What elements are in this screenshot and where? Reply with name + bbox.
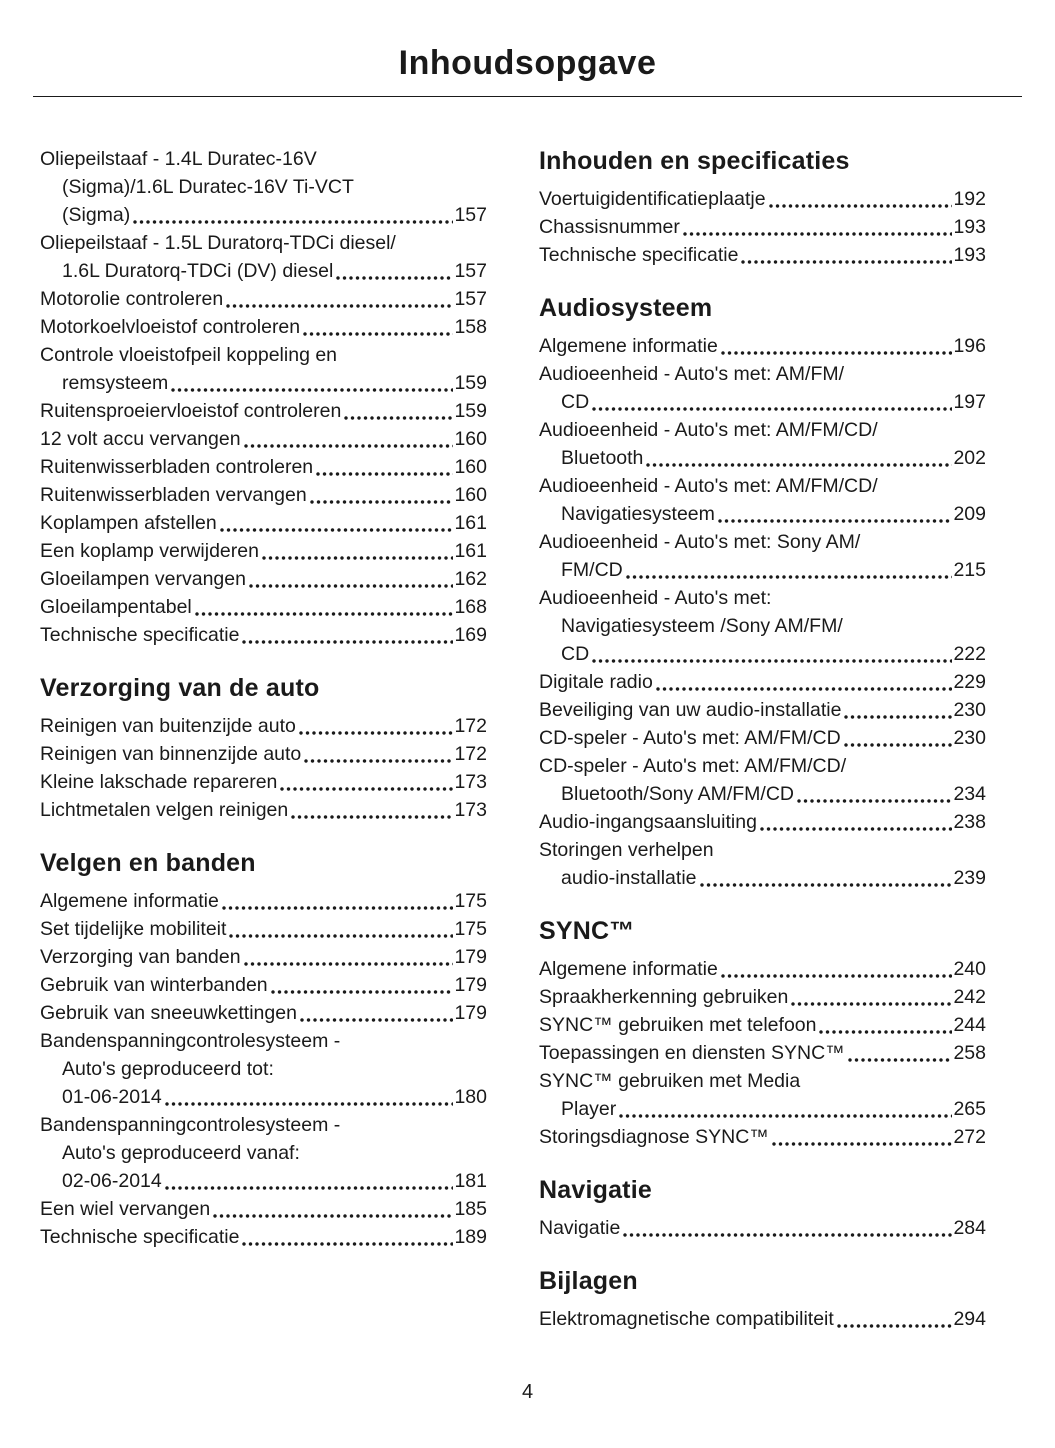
entry-line <box>40 257 487 285</box>
dot-leader <box>241 639 453 645</box>
toc-columns <box>0 145 1055 1333</box>
entry-page-number: 209 <box>953 503 986 526</box>
entry-page-number: 173 <box>454 771 487 794</box>
dot-leader <box>315 471 453 477</box>
entry-line <box>539 724 986 752</box>
entry-page-number: 175 <box>454 890 487 913</box>
toc-entry <box>40 481 487 509</box>
toc-entry <box>40 1111 487 1195</box>
entry-line <box>539 444 986 472</box>
entry-page-number: 193 <box>953 216 986 239</box>
entry-line: CD-speler - Auto's met: AM/FM/CD/ <box>539 755 847 778</box>
toc-entry <box>539 528 986 584</box>
toc-entry <box>40 915 487 943</box>
entry-page-number: 159 <box>454 372 487 395</box>
dot-leader <box>164 1185 454 1191</box>
dot-leader <box>261 555 454 561</box>
entry-page-number: 179 <box>454 974 487 997</box>
entry-line <box>40 796 487 824</box>
toc-entry <box>539 696 986 724</box>
entry-line <box>40 1167 487 1195</box>
entry-text: Reinigen van binnenzijde auto <box>40 743 302 766</box>
section-heading: Navigatie <box>539 1176 652 1205</box>
entry-line <box>539 500 986 528</box>
entry-line: Bandenspanningcontrolesysteem - <box>40 1114 341 1137</box>
entry-line <box>539 983 986 1011</box>
toc-entry <box>539 1011 986 1039</box>
entry-line <box>40 915 487 943</box>
entry-line: Bandenspanningcontrolesysteem - <box>40 1030 341 1053</box>
entry-page-number: 175 <box>454 918 487 941</box>
entry-page-number: 265 <box>953 1098 986 1121</box>
toc-entry <box>40 453 487 481</box>
entry-text: CD <box>561 643 590 666</box>
entry-line <box>40 943 487 971</box>
toc-entry <box>40 1195 487 1223</box>
entry-text: Gebruik van sneeuwkettingen <box>40 1002 297 1025</box>
toc-entry <box>539 1039 986 1067</box>
entry-line <box>539 556 986 584</box>
entry-text: Gloeilampen vervangen <box>40 568 246 591</box>
entry-text: Set tijdelijke mobiliteit <box>40 918 227 941</box>
dot-leader <box>225 303 453 309</box>
entry-text: CD-speler - Auto's met: AM/FM/CD <box>539 727 841 750</box>
entry-line <box>40 1083 487 1111</box>
entry-line: SYNC™ gebruiken met Media <box>539 1070 801 1093</box>
entry-line <box>40 481 487 509</box>
toc-entry <box>40 999 487 1027</box>
entry-text: CD <box>561 391 590 414</box>
entry-text: Ruitensproeiervloeistof controleren <box>40 400 342 423</box>
toc-entry <box>40 887 487 915</box>
entry-text: Elektromagnetische compatibiliteit <box>539 1308 834 1331</box>
entry-text: Gebruik van winterbanden <box>40 974 268 997</box>
entry-line <box>40 537 487 565</box>
entry-page-number: 244 <box>953 1014 986 1037</box>
dot-leader <box>796 798 952 804</box>
entry-text: Een wiel vervangen <box>40 1198 211 1221</box>
toc-entry <box>539 416 986 472</box>
section-heading: Verzorging van de auto <box>40 674 320 703</box>
dot-leader <box>279 786 453 792</box>
dot-leader <box>303 758 453 764</box>
toc-entry <box>40 796 487 824</box>
toc-entry <box>40 768 487 796</box>
dot-leader <box>132 219 453 225</box>
dot-leader <box>241 1241 453 1247</box>
entry-page-number: 234 <box>953 783 986 806</box>
entry-line <box>40 1195 487 1223</box>
toc-entry <box>40 285 487 313</box>
toc-entry <box>40 712 487 740</box>
entry-line <box>539 864 986 892</box>
entry-page-number: 230 <box>953 699 986 722</box>
entry-line: Audioeenheid - Auto's met: Sony AM/ <box>539 531 861 554</box>
entry-text: Ruitenwisserbladen controleren <box>40 456 314 479</box>
dot-leader <box>243 443 454 449</box>
entry-page-number: 185 <box>454 1198 487 1221</box>
entry-text: Bluetooth <box>561 447 644 470</box>
entry-line <box>539 955 986 983</box>
entry-text: Gloeilampentabel <box>40 596 192 619</box>
dot-leader <box>309 499 454 505</box>
page-header <box>0 0 1055 97</box>
dot-leader <box>622 1232 952 1238</box>
dot-leader <box>625 574 953 580</box>
entry-text: Algemene informatie <box>539 335 718 358</box>
entry-page-number: 172 <box>454 715 487 738</box>
entry-line <box>40 201 487 229</box>
entry-text: Chassisnummer <box>539 216 680 239</box>
toc-entry <box>539 724 986 752</box>
dot-leader <box>290 814 453 820</box>
title-divider <box>33 96 1022 97</box>
entry-line <box>40 453 487 481</box>
entry-text: Storingsdiagnose SYNC™ <box>539 1126 769 1149</box>
entry-text: Algemene informatie <box>40 890 219 913</box>
entry-text: Algemene informatie <box>539 958 718 981</box>
dot-leader <box>270 989 454 995</box>
dot-leader <box>836 1323 953 1329</box>
entry-line <box>40 768 487 796</box>
toc-entry <box>539 668 986 696</box>
toc-entry <box>539 983 986 1011</box>
entry-page-number: 157 <box>454 288 487 311</box>
entry-text: Technische specificatie <box>40 624 240 647</box>
section-heading: SYNC™ <box>539 917 635 946</box>
entry-line <box>539 696 986 724</box>
entry-line: Oliepeilstaaf - 1.4L Duratec-16V <box>40 148 317 171</box>
dot-leader <box>164 1101 454 1107</box>
toc-entry <box>539 213 986 241</box>
entry-line: Auto's geproduceerd tot: <box>62 1058 274 1081</box>
entry-text: Navigatiesysteem <box>561 503 715 526</box>
page-footer <box>0 1381 1055 1404</box>
entry-page-number: 160 <box>454 456 487 479</box>
entry-text: (Sigma) <box>62 204 131 227</box>
entry-text: Toepassingen en diensten SYNC™ <box>539 1042 845 1065</box>
entry-line <box>40 621 487 649</box>
entry-line <box>40 887 487 915</box>
entry-line <box>40 971 487 999</box>
dot-leader <box>682 231 953 237</box>
entry-page-number: 179 <box>454 946 487 969</box>
entry-page-number: 215 <box>953 559 986 582</box>
entry-page-number: 192 <box>953 188 986 211</box>
dot-leader <box>298 730 454 736</box>
dot-leader <box>655 686 953 692</box>
section-heading: Bijlagen <box>539 1267 638 1296</box>
entry-text: Technische specificatie <box>40 1226 240 1249</box>
entry-line: Auto's geproduceerd vanaf: <box>62 1142 300 1165</box>
toc-entry <box>539 1123 986 1151</box>
dot-leader <box>618 1113 952 1119</box>
entry-text: Motorkoelvloeistof controleren <box>40 316 301 339</box>
entry-text: Motorolie controleren <box>40 288 224 311</box>
entry-text: Reinigen van buitenzijde auto <box>40 715 296 738</box>
toc-entry <box>40 425 487 453</box>
dot-leader <box>699 882 953 888</box>
entry-page-number: 222 <box>953 643 986 666</box>
section-heading: Velgen en banden <box>40 849 256 878</box>
entry-line: Audioeenheid - Auto's met: AM/FM/CD/ <box>539 475 878 498</box>
entry-line <box>539 1214 986 1242</box>
dot-leader <box>847 1057 953 1063</box>
toc-entry <box>40 621 487 649</box>
entry-line <box>539 1011 986 1039</box>
entry-line <box>539 388 986 416</box>
toc-entry <box>539 1214 986 1242</box>
entry-page-number: 169 <box>454 624 487 647</box>
entry-line <box>539 808 986 836</box>
entry-page-number: 229 <box>953 671 986 694</box>
entry-text: Technische specificatie <box>539 244 739 267</box>
dot-leader <box>771 1141 953 1147</box>
dot-leader <box>343 415 453 421</box>
dot-leader <box>591 406 952 412</box>
toc-entry <box>539 836 986 892</box>
entry-line: Audioeenheid - Auto's met: <box>539 587 772 610</box>
entry-line <box>539 185 986 213</box>
toc-entry <box>40 1223 487 1251</box>
section-heading: Inhouden en specificaties <box>539 147 850 176</box>
entry-text: remsysteem <box>62 372 169 395</box>
toc-entry <box>40 593 487 621</box>
entry-page-number: 173 <box>454 799 487 822</box>
entry-page-number: 197 <box>953 391 986 414</box>
toc-entry <box>539 1067 986 1123</box>
entry-page-number: 181 <box>454 1170 487 1193</box>
entry-line <box>539 780 986 808</box>
toc-entry <box>40 397 487 425</box>
entry-text: Kleine lakschade repareren <box>40 771 278 794</box>
toc-entry <box>40 971 487 999</box>
entry-page-number: 272 <box>953 1126 986 1149</box>
entry-text: 01-06-2014 <box>62 1086 162 1109</box>
entry-page-number: 294 <box>953 1308 986 1331</box>
entry-line <box>40 565 487 593</box>
entry-page-number: 258 <box>953 1042 986 1065</box>
toc-column-1 <box>40 145 487 1333</box>
dot-leader <box>818 1029 952 1035</box>
dot-leader <box>248 583 453 589</box>
entry-text: 12 volt accu vervangen <box>40 428 241 451</box>
dot-leader <box>335 275 453 281</box>
entry-line <box>539 640 986 668</box>
toc-entry <box>539 1305 986 1333</box>
dot-leader <box>720 973 953 979</box>
entry-page-number: 239 <box>953 867 986 890</box>
dot-leader <box>591 658 952 664</box>
entry-page-number: 238 <box>953 811 986 834</box>
entry-page-number: 168 <box>454 596 487 619</box>
entry-text: Beveiliging van uw audio-installatie <box>539 699 842 722</box>
entry-text: Lichtmetalen velgen reinigen <box>40 799 289 822</box>
entry-line: Storingen verhelpen <box>539 839 714 862</box>
entry-line <box>539 1095 986 1123</box>
dot-leader <box>221 905 454 911</box>
entry-page-number: 230 <box>953 727 986 750</box>
dot-leader <box>299 1017 454 1023</box>
entry-page-number: 240 <box>953 958 986 981</box>
toc-entry <box>40 313 487 341</box>
entry-line <box>539 332 986 360</box>
entry-line <box>40 509 487 537</box>
entry-text: Voertuigidentificatieplaatje <box>539 188 766 211</box>
entry-line <box>539 241 986 269</box>
entry-page-number: 196 <box>953 335 986 358</box>
entry-page-number: 193 <box>953 244 986 267</box>
entry-line <box>40 712 487 740</box>
dot-leader <box>759 826 953 832</box>
toc-column-2 <box>539 145 986 1333</box>
entry-page-number: 157 <box>454 260 487 283</box>
toc-entry <box>40 229 487 285</box>
dot-leader <box>219 527 454 533</box>
entry-page-number: 161 <box>454 540 487 563</box>
entry-page-number: 284 <box>953 1217 986 1240</box>
dot-leader <box>302 331 453 337</box>
entry-page-number: 179 <box>454 1002 487 1025</box>
entry-text: Bluetooth/Sony AM/FM/CD <box>561 783 795 806</box>
entry-line <box>539 1305 986 1333</box>
entry-text: 1.6L Duratorq-TDCi (DV) diesel <box>62 260 334 283</box>
entry-text: Spraakherkenning gebruiken <box>539 986 789 1009</box>
entry-line: (Sigma)/1.6L Duratec-16V Ti-VCT <box>62 176 354 199</box>
entry-line <box>40 313 487 341</box>
toc-entry <box>40 341 487 397</box>
toc-entry <box>539 332 986 360</box>
dot-leader <box>843 742 953 748</box>
entry-page-number: 189 <box>454 1226 487 1249</box>
entry-line <box>539 1039 986 1067</box>
toc-entry <box>539 241 986 269</box>
entry-page-number: 242 <box>953 986 986 1009</box>
entry-page-number: 159 <box>454 400 487 423</box>
entry-text: Een koplamp verwijderen <box>40 540 259 563</box>
entry-text: Player <box>561 1098 617 1121</box>
entry-line <box>40 999 487 1027</box>
dot-leader <box>740 259 952 265</box>
dot-leader <box>768 203 953 209</box>
toc-entry <box>40 1027 487 1111</box>
entry-text: FM/CD <box>561 559 623 582</box>
entry-text: Audio-ingangsaansluiting <box>539 811 757 834</box>
entry-line <box>40 397 487 425</box>
toc-entry <box>40 145 487 229</box>
toc-entry <box>539 752 986 808</box>
toc-entry <box>40 565 487 593</box>
entry-text: audio-installatie <box>561 867 697 890</box>
toc-entry <box>40 509 487 537</box>
footer-page-number: 4 <box>521 1381 534 1403</box>
toc-entry <box>539 185 986 213</box>
entry-text: Koplampen afstellen <box>40 512 217 535</box>
entry-text: 02-06-2014 <box>62 1170 162 1193</box>
dot-leader <box>243 961 454 967</box>
dot-leader <box>843 714 952 720</box>
entry-page-number: 162 <box>454 568 487 591</box>
page-title: Inhoudsopgave <box>398 44 657 82</box>
entry-page-number: 202 <box>953 447 986 470</box>
toc-entry <box>539 808 986 836</box>
entry-page-number: 161 <box>454 512 487 535</box>
entry-text: Verzorging van banden <box>40 946 241 969</box>
entry-line <box>539 1123 986 1151</box>
entry-line <box>539 213 986 241</box>
dot-leader <box>645 462 952 468</box>
entry-text: SYNC™ gebruiken met telefoon <box>539 1014 817 1037</box>
entry-line <box>539 668 986 696</box>
entry-line <box>40 740 487 768</box>
entry-line <box>40 593 487 621</box>
entry-page-number: 157 <box>454 204 487 227</box>
dot-leader <box>170 387 453 393</box>
entry-line: Oliepeilstaaf - 1.5L Duratorq-TDCi diesel/ <box>40 232 396 255</box>
section-heading: Audiosysteem <box>539 294 713 323</box>
entry-line <box>40 1223 487 1251</box>
toc-entry <box>539 360 986 416</box>
toc-entry <box>40 943 487 971</box>
entry-line: Audioeenheid - Auto's met: AM/FM/CD/ <box>539 419 878 442</box>
entry-line <box>40 369 487 397</box>
toc-entry <box>40 537 487 565</box>
entry-line: Audioeenheid - Auto's met: AM/FM/ <box>539 363 845 386</box>
entry-line <box>40 285 487 313</box>
entry-line <box>40 425 487 453</box>
dot-leader <box>717 518 953 524</box>
entry-page-number: 172 <box>454 743 487 766</box>
entry-page-number: 160 <box>454 484 487 507</box>
dot-leader <box>228 933 453 939</box>
entry-page-number: 158 <box>454 316 487 339</box>
dot-leader <box>790 1001 952 1007</box>
entry-page-number: 180 <box>454 1086 487 1109</box>
toc-entry <box>539 584 986 668</box>
entry-line: Controle vloeistofpeil koppeling en <box>40 344 338 367</box>
toc-entry <box>539 472 986 528</box>
toc-entry <box>40 740 487 768</box>
dot-leader <box>194 611 454 617</box>
entry-text: Digitale radio <box>539 671 653 694</box>
entry-text: Navigatie <box>539 1217 621 1240</box>
dot-leader <box>212 1213 453 1219</box>
entry-page-number: 160 <box>454 428 487 451</box>
dot-leader <box>720 350 953 356</box>
toc-entry <box>539 955 986 983</box>
entry-text: Ruitenwisserbladen vervangen <box>40 484 307 507</box>
entry-line: Navigatiesysteem /Sony AM/FM/ <box>561 615 843 638</box>
